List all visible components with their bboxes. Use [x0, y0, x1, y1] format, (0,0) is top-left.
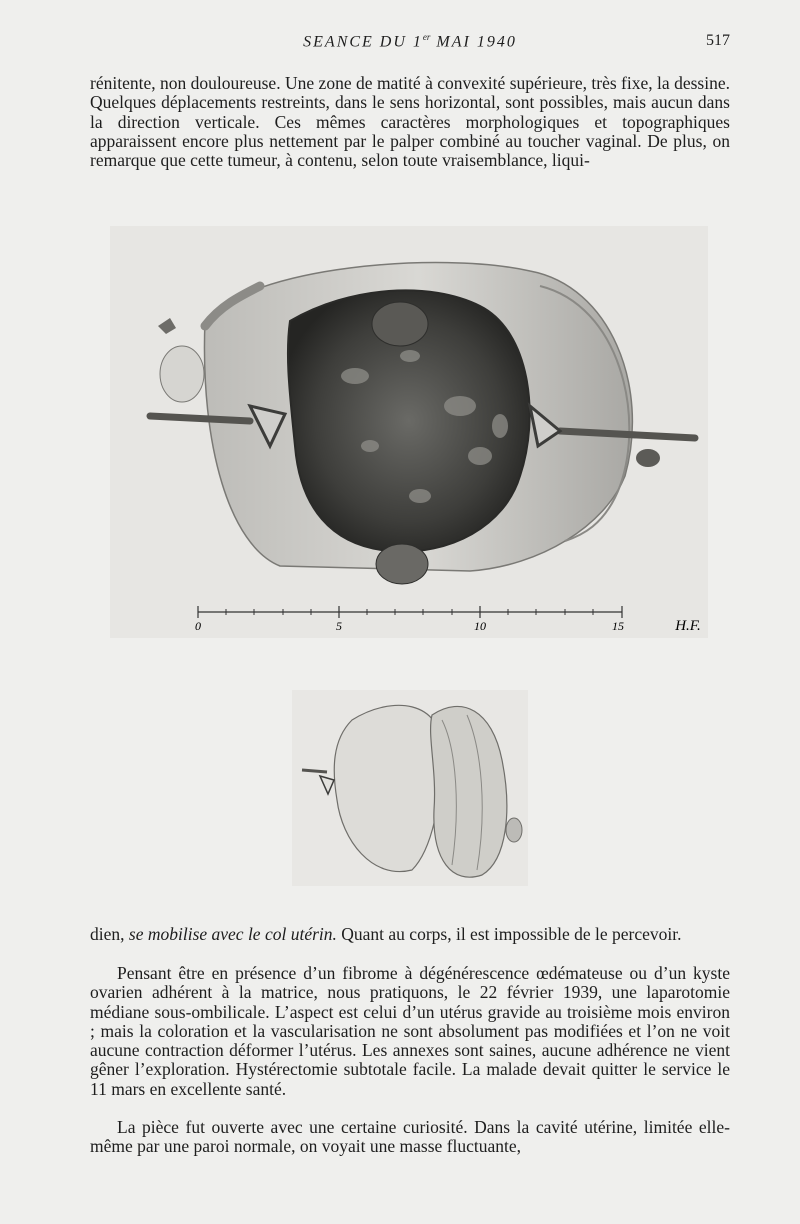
paragraph-4-text: La pièce fut ouverte avec une certaine curiosité. Dans la cavité utérine, limitée elle-même par une paroi normale, on voyait une masse fluctuante, [90, 1117, 730, 1157]
paragraph-2 [90, 925, 730, 944]
scale-label-15: 15 [612, 619, 624, 633]
paragraph-3-text: Pensant être en présence d’un fibrome à dégénérescence œdémateuse ou d’un kyste ovarien adhérent à la matrice, nous pratiquons, le 22 février 1939, une laparotomie médiane sous-ombilicale. L’aspect est celui d’un utérus gravide au troisième mois environ ; mais la coloration et la vascularisation ne sont absolument pas modifiées et l’on ne voit aucune contraction déformer l’utérus. Les annexes sont saines, aucune adhérence ne vient gêner l’exploration. Hystérectomie subtotale facile. La malade devait quitter le service le 11 mars en excellente santé. [90, 963, 730, 1099]
running-header [90, 32, 730, 54]
running-head-text: SEANCE DU 1 [303, 33, 423, 51]
scale-label-10: 10 [474, 619, 486, 633]
paragraph-2-end: Quant au corps, il est impossible de le percevoir. [336, 924, 682, 944]
page-number: 517 [706, 32, 730, 49]
scale-bar [195, 606, 624, 633]
paragraph-2-italic: se mobilise avec le col utérin. [128, 924, 337, 944]
paragraph-4 [90, 1118, 730, 1157]
running-head-date: MAI 1940 [430, 33, 517, 51]
artist-signature: H.F. [675, 618, 701, 634]
scale-label-5: 5 [336, 619, 342, 633]
paragraph-2-start: dien, [90, 924, 129, 944]
specimen-illustration [292, 690, 528, 886]
opened-uterus-drawing [110, 226, 708, 638]
specimen-drawing [292, 690, 528, 886]
paragraph-1: rénitente, non douloureuse. Une zone de matité à convexité supérieure, très fixe, la dessine. Quelques déplacements restreints, dans le sens horizontal, sont possibles, mais aucun dans la direction verticale. Ces mêmes caractères morphologiques et topographiques apparaissent encore plus nettement par le palper combiné au toucher vaginal. De plus, on remarque que cette tumeur, à contenu, selon toute vraisemblance, liqui- [90, 73, 730, 171]
paragraph-3 [90, 964, 730, 1099]
running-head-superscript: er [422, 32, 431, 42]
scale-label-0: 0 [195, 619, 201, 633]
surgical-illustration [110, 226, 708, 638]
running-head [90, 32, 730, 51]
